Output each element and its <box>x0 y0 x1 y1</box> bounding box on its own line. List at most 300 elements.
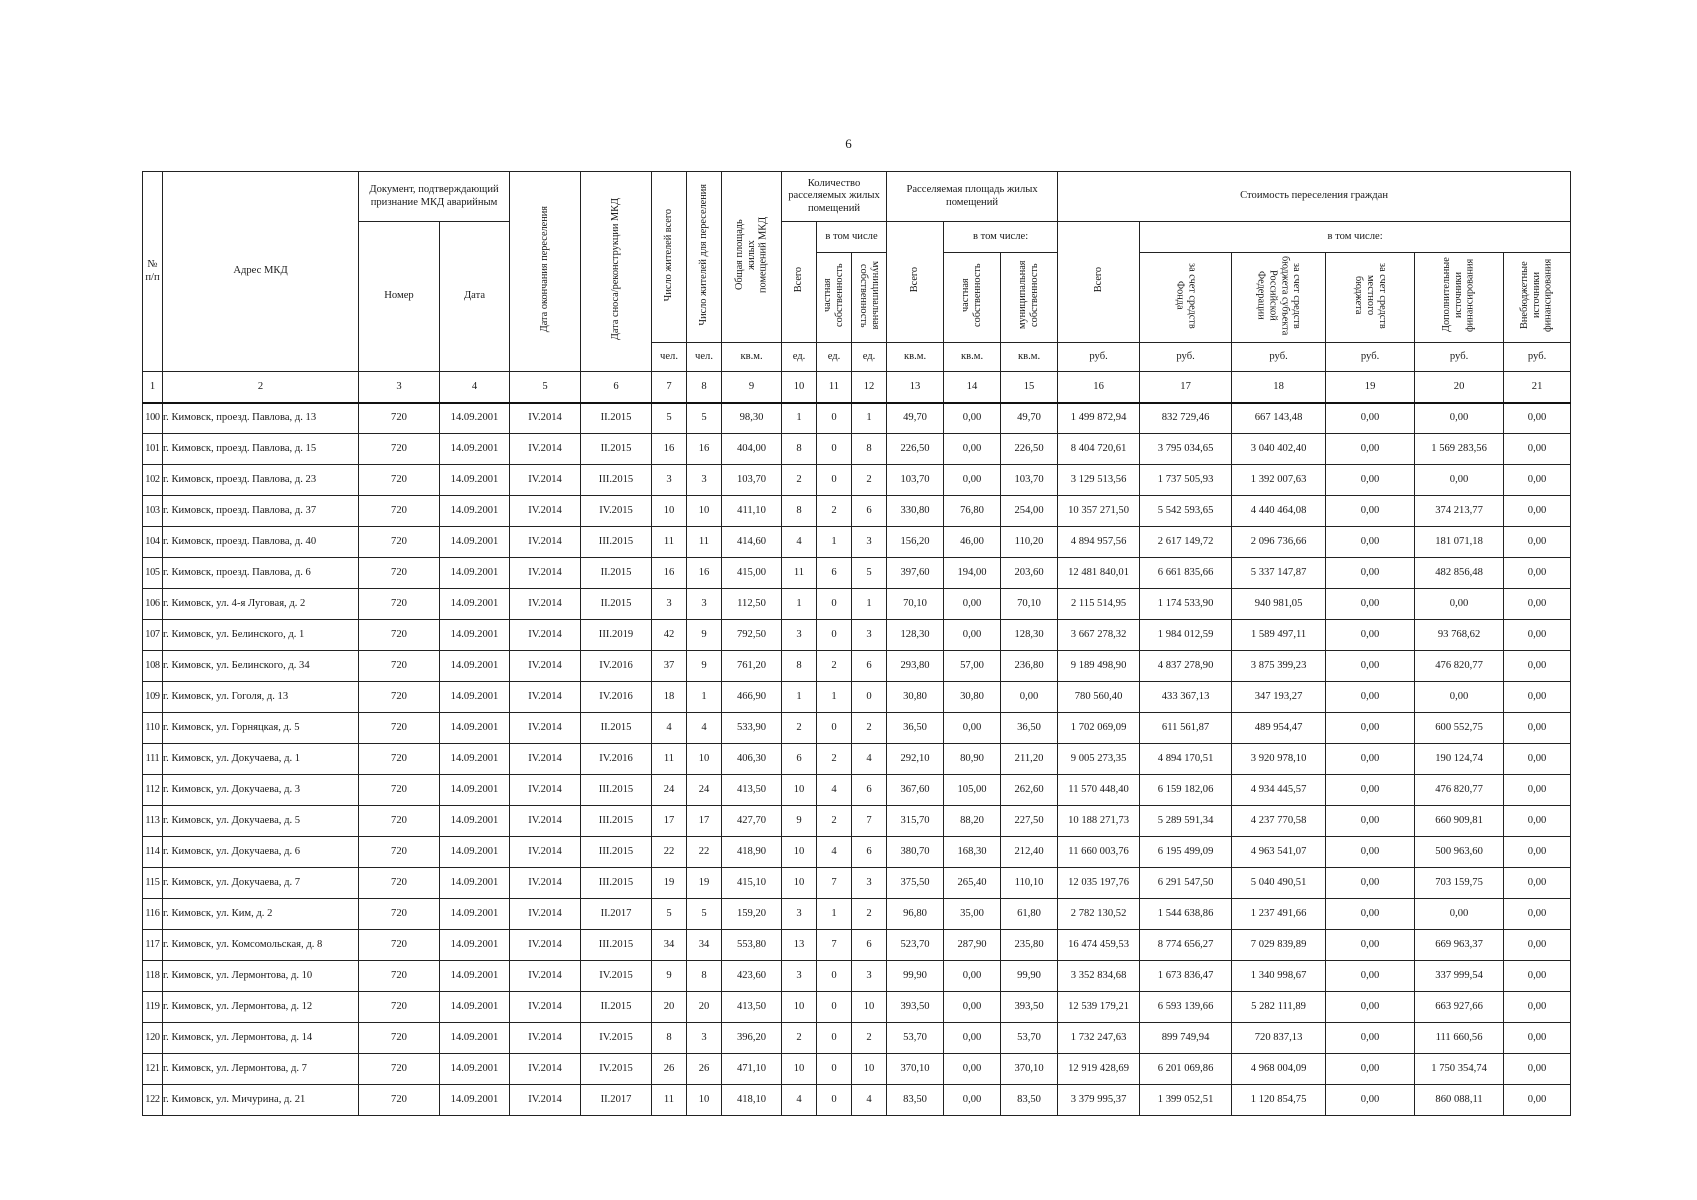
table-cell: 0,00 <box>1415 899 1504 930</box>
table-cell: 2 <box>817 744 852 775</box>
table-cell: 4 837 278,90 <box>1140 651 1232 682</box>
table-cell: IV.2014 <box>510 620 581 651</box>
table-cell: 42 <box>652 620 687 651</box>
table-cell: 26 <box>687 1054 722 1085</box>
table-cell: 24 <box>652 775 687 806</box>
table-cell: 3 <box>687 589 722 620</box>
column-number-cell: 16 <box>1058 372 1140 403</box>
table-cell: 413,50 <box>722 775 782 806</box>
table-cell: 367,60 <box>887 775 944 806</box>
table-cell: 14.09.2001 <box>440 806 510 837</box>
table-cell: 404,00 <box>722 434 782 465</box>
table-cell: 3 875 399,23 <box>1232 651 1326 682</box>
table-cell: 0,00 <box>944 434 1001 465</box>
table-cell: 5 <box>687 899 722 930</box>
table-cell: 411,10 <box>722 496 782 527</box>
table-cell: 418,10 <box>722 1085 782 1116</box>
table-cell: 0,00 <box>1504 744 1571 775</box>
table-cell: 780 560,40 <box>1058 682 1140 713</box>
table-cell: 98,30 <box>722 403 782 434</box>
table-cell: 720 <box>359 961 440 992</box>
table-cell: IV.2014 <box>510 527 581 558</box>
table-cell: 0,00 <box>1326 868 1415 899</box>
table-cell: 11 <box>652 527 687 558</box>
row-number-cell: 120 <box>143 1023 163 1054</box>
address-cell: г. Кимовск, проезд. Павлова, д. 15 <box>163 434 359 465</box>
table-cell: 489 954,47 <box>1232 713 1326 744</box>
table-row <box>143 930 1571 961</box>
table-cell: 14.09.2001 <box>440 651 510 682</box>
table-cell: 720 <box>359 1085 440 1116</box>
table-cell: 720 <box>359 620 440 651</box>
address-cell: г. Кимовск, проезд. Павлова, д. 23 <box>163 465 359 496</box>
table-cell: 14.09.2001 <box>440 713 510 744</box>
table-cell: 7 <box>852 806 887 837</box>
address-cell: г. Кимовск, ул. Докучаева, д. 1 <box>163 744 359 775</box>
table-cell: 235,80 <box>1001 930 1058 961</box>
table-cell: 414,60 <box>722 527 782 558</box>
table-cell: 0,00 <box>944 1054 1001 1085</box>
table-cell: 533,90 <box>722 713 782 744</box>
table-cell: 13 <box>782 930 817 961</box>
table-cell: 393,50 <box>887 992 944 1023</box>
table-cell: 0,00 <box>1504 403 1571 434</box>
table-row <box>143 434 1571 465</box>
table-cell: 1 <box>782 682 817 713</box>
table-cell: 7 029 839,89 <box>1232 930 1326 961</box>
table-cell: 181 071,18 <box>1415 527 1504 558</box>
table-cell: 14.09.2001 <box>440 589 510 620</box>
table-cell: 720 <box>359 558 440 589</box>
table-cell: 2 <box>852 899 887 930</box>
col-end-date-header: Дата окончания переселения <box>510 172 581 372</box>
table-cell: 9 005 273,35 <box>1058 744 1140 775</box>
address-cell: г. Кимовск, проезд. Павлова, д. 37 <box>163 496 359 527</box>
table-cell: 0,00 <box>1326 992 1415 1023</box>
table-cell: 720 <box>359 744 440 775</box>
table-cell: 34 <box>652 930 687 961</box>
table-cell: 370,10 <box>1001 1054 1058 1085</box>
table-cell: 0,00 <box>1326 434 1415 465</box>
table-cell: 128,30 <box>887 620 944 651</box>
table-cell: 2 <box>782 1023 817 1054</box>
table-cell: III.2015 <box>581 868 652 899</box>
table-cell: 482 856,48 <box>1415 558 1504 589</box>
table-cell: IV.2014 <box>510 868 581 899</box>
table-cell: IV.2014 <box>510 992 581 1023</box>
table-row <box>143 992 1571 1023</box>
table-cell: 10 <box>852 1054 887 1085</box>
row-number-cell: 113 <box>143 806 163 837</box>
table-cell: 2 <box>817 806 852 837</box>
table-row <box>143 1023 1571 1054</box>
table-body <box>143 403 1571 1116</box>
column-number-cell: 12 <box>852 372 887 403</box>
table-cell: 1 984 012,59 <box>1140 620 1232 651</box>
area-municipal-header: муниципальная собственность <box>1001 253 1058 343</box>
table-cell: 0,00 <box>944 403 1001 434</box>
address-cell: г. Кимовск, ул. Лермонтова, д. 10 <box>163 961 359 992</box>
table-cell: 0,00 <box>1504 496 1571 527</box>
column-number-cell: 20 <box>1415 372 1504 403</box>
table-cell: 5 040 490,51 <box>1232 868 1326 899</box>
table-cell: 83,50 <box>887 1085 944 1116</box>
table-cell: 1 <box>782 403 817 434</box>
table-cell: 8 <box>652 1023 687 1054</box>
table-cell: 34 <box>687 930 722 961</box>
table-cell: 427,70 <box>722 806 782 837</box>
row-number-cell: 119 <box>143 992 163 1023</box>
table-row <box>143 620 1571 651</box>
area-group-header: Расселяемая площадь жилых помещений <box>887 172 1058 222</box>
column-number-cell: 9 <box>722 372 782 403</box>
table-cell: 720 <box>359 682 440 713</box>
table-cell: 0,00 <box>1326 930 1415 961</box>
table-cell: 36,50 <box>1001 713 1058 744</box>
table-cell: 0,00 <box>1504 589 1571 620</box>
table-cell: 14.09.2001 <box>440 1023 510 1054</box>
table-cell: 471,10 <box>722 1054 782 1085</box>
cost-local-header: за счет средств местного бюджета <box>1326 253 1415 343</box>
table-row <box>143 1085 1571 1116</box>
table-cell: 2 115 514,95 <box>1058 589 1140 620</box>
table-cell: 14.09.2001 <box>440 403 510 434</box>
row-number-cell: 111 <box>143 744 163 775</box>
cost-fund-header: за счет средств Фонда <box>1140 253 1232 343</box>
table-cell: 2 <box>782 465 817 496</box>
row-number-cell: 103 <box>143 496 163 527</box>
table-cell: 3 <box>852 868 887 899</box>
table-cell: 103,70 <box>1001 465 1058 496</box>
table-cell: 370,10 <box>887 1054 944 1085</box>
table-cell: 6 159 182,06 <box>1140 775 1232 806</box>
unit-cell: руб. <box>1504 343 1571 372</box>
table-cell: 12 481 840,01 <box>1058 558 1140 589</box>
table-cell: 374 213,77 <box>1415 496 1504 527</box>
table-cell: 0,00 <box>1504 806 1571 837</box>
table-cell: 61,80 <box>1001 899 1058 930</box>
unit-cell: чел. <box>652 343 687 372</box>
row-number-cell: 102 <box>143 465 163 496</box>
table-cell: 4 <box>817 837 852 868</box>
table-cell: 7 <box>817 868 852 899</box>
table-cell: 0,00 <box>1504 930 1571 961</box>
table-cell: 14.09.2001 <box>440 434 510 465</box>
table-cell: 0,00 <box>1415 465 1504 496</box>
table-row <box>143 899 1571 930</box>
table-cell: 110,10 <box>1001 868 1058 899</box>
table-cell: 1 750 354,74 <box>1415 1054 1504 1085</box>
table-cell: 10 <box>852 992 887 1023</box>
table-cell: 0,00 <box>1504 620 1571 651</box>
table-cell: 3 379 995,37 <box>1058 1085 1140 1116</box>
table-cell: 14.09.2001 <box>440 961 510 992</box>
table-cell: IV.2015 <box>581 961 652 992</box>
table-cell: 720 <box>359 434 440 465</box>
column-number-cell: 17 <box>1140 372 1232 403</box>
table-cell: 663 927,66 <box>1415 992 1504 1023</box>
column-number-cell: 13 <box>887 372 944 403</box>
table-cell: 4 963 541,07 <box>1232 837 1326 868</box>
column-number-cell: 14 <box>944 372 1001 403</box>
table-cell: 46,00 <box>944 527 1001 558</box>
table-cell: 211,20 <box>1001 744 1058 775</box>
table-cell: 0,00 <box>1326 527 1415 558</box>
table-cell: IV.2014 <box>510 713 581 744</box>
table-cell: 14.09.2001 <box>440 868 510 899</box>
table-cell: 14.09.2001 <box>440 527 510 558</box>
table-cell: 26 <box>652 1054 687 1085</box>
table-cell: 832 729,46 <box>1140 403 1232 434</box>
table-cell: 0,00 <box>944 1023 1001 1054</box>
table-cell: 14.09.2001 <box>440 744 510 775</box>
table-cell: 720 <box>359 930 440 961</box>
address-cell: г. Кимовск, ул. Лермонтова, д. 7 <box>163 1054 359 1085</box>
table-cell: 3 129 513,56 <box>1058 465 1140 496</box>
table-cell: 1 120 854,75 <box>1232 1085 1326 1116</box>
table-cell: IV.2014 <box>510 930 581 961</box>
col-total-area-header: Общая площадь жилых помещений МКД <box>722 172 782 343</box>
table-cell: 2 <box>817 496 852 527</box>
table-cell: 212,40 <box>1001 837 1058 868</box>
table-cell: IV.2014 <box>510 403 581 434</box>
table-cell: 0,00 <box>1504 1054 1571 1085</box>
table-cell: 1 340 998,67 <box>1232 961 1326 992</box>
table-cell: IV.2014 <box>510 806 581 837</box>
table-cell: 0 <box>817 1054 852 1085</box>
table-cell: 3 <box>782 899 817 930</box>
table-cell: 0,00 <box>1415 403 1504 434</box>
table-cell: 347 193,27 <box>1232 682 1326 713</box>
table-cell: 4 934 445,57 <box>1232 775 1326 806</box>
table-cell: 1 <box>852 589 887 620</box>
table-cell: 2 <box>817 651 852 682</box>
col-demolition-header: Дата сноса/реконструкции МКД <box>581 172 652 372</box>
table-cell: 93 768,62 <box>1415 620 1504 651</box>
table-cell: 99,90 <box>887 961 944 992</box>
table-row <box>143 403 1571 434</box>
col-address-header: Адрес МКД <box>163 172 359 372</box>
table-cell: 720 <box>359 465 440 496</box>
table-cell: 14.09.2001 <box>440 775 510 806</box>
table-cell: 83,50 <box>1001 1085 1058 1116</box>
table-cell: 0,00 <box>1001 682 1058 713</box>
table-cell: 14.09.2001 <box>440 992 510 1023</box>
table-cell: 111 660,56 <box>1415 1023 1504 1054</box>
table-cell: 0,00 <box>1504 1023 1571 1054</box>
table-cell: 1 174 533,90 <box>1140 589 1232 620</box>
table-cell: 720 <box>359 806 440 837</box>
table-cell: 0,00 <box>1326 806 1415 837</box>
table-cell: 1 702 069,09 <box>1058 713 1140 744</box>
table-cell: 1 673 836,47 <box>1140 961 1232 992</box>
table-cell: 553,80 <box>722 930 782 961</box>
row-number-cell: 109 <box>143 682 163 713</box>
table-cell: 0,00 <box>1326 775 1415 806</box>
table-cell: 17 <box>687 806 722 837</box>
table-cell: 1 <box>817 682 852 713</box>
table-cell: 10 <box>782 837 817 868</box>
area-private-header: частная собственность <box>944 253 1001 343</box>
table-cell: 0,00 <box>944 589 1001 620</box>
unit-cell: чел. <box>687 343 722 372</box>
table-cell: 5 <box>687 403 722 434</box>
table-cell: 380,70 <box>887 837 944 868</box>
table-cell: 4 <box>687 713 722 744</box>
table-cell: 0 <box>817 961 852 992</box>
unit-cell: ед. <box>817 343 852 372</box>
table-cell: 14.09.2001 <box>440 837 510 868</box>
table-cell: 76,80 <box>944 496 1001 527</box>
column-number-cell: 2 <box>163 372 359 403</box>
table-cell: 8 <box>782 651 817 682</box>
address-cell: г. Кимовск, проезд. Павлова, д. 40 <box>163 527 359 558</box>
table-cell: 5 <box>652 403 687 434</box>
row-number-cell: 104 <box>143 527 163 558</box>
table-cell: II.2017 <box>581 899 652 930</box>
table-cell: IV.2016 <box>581 651 652 682</box>
table-cell: 1 589 497,11 <box>1232 620 1326 651</box>
table-cell: 0,00 <box>1326 744 1415 775</box>
table-cell: 9 <box>687 620 722 651</box>
table-cell: 6 593 139,66 <box>1140 992 1232 1023</box>
table-cell: 6 661 835,66 <box>1140 558 1232 589</box>
table-cell: 2 096 736,66 <box>1232 527 1326 558</box>
table-cell: 476 820,77 <box>1415 775 1504 806</box>
address-cell: г. Кимовск, ул. Мичурина, д. 21 <box>163 1085 359 1116</box>
cost-offbudget-header: Внебюджетные источники финансирования <box>1504 253 1571 343</box>
table-cell: 523,70 <box>887 930 944 961</box>
row-number-cell: 110 <box>143 713 163 744</box>
table-cell: 10 <box>782 1054 817 1085</box>
table-cell: 14.09.2001 <box>440 1054 510 1085</box>
table-cell: 16 <box>652 434 687 465</box>
table-cell: 70,10 <box>1001 589 1058 620</box>
table-cell: III.2015 <box>581 527 652 558</box>
unit-cell: руб. <box>1058 343 1140 372</box>
table-cell: 4 <box>652 713 687 744</box>
table-cell: 80,90 <box>944 744 1001 775</box>
qty-total-header: Всего <box>782 222 817 343</box>
cost-incl-header: в том числе: <box>1140 222 1571 253</box>
table-cell: 14.09.2001 <box>440 496 510 527</box>
table-cell: 16 <box>687 558 722 589</box>
table-row <box>143 651 1571 682</box>
table-cell: 14.09.2001 <box>440 620 510 651</box>
table-cell: 10 <box>652 496 687 527</box>
table-cell: 226,50 <box>887 434 944 465</box>
row-number-cell: 101 <box>143 434 163 465</box>
table-cell: 6 291 547,50 <box>1140 868 1232 899</box>
table-cell: 16 <box>687 434 722 465</box>
table-cell: 2 782 130,52 <box>1058 899 1140 930</box>
table-cell: 0,00 <box>1326 620 1415 651</box>
table-cell: 190 124,74 <box>1415 744 1504 775</box>
table-cell: 11 <box>687 527 722 558</box>
table-cell: 57,00 <box>944 651 1001 682</box>
row-number-cell: 106 <box>143 589 163 620</box>
table-cell: 10 <box>782 775 817 806</box>
table-cell: 4 440 464,08 <box>1232 496 1326 527</box>
table-cell: 0,00 <box>1326 558 1415 589</box>
table-cell: 0,00 <box>944 713 1001 744</box>
table-cell: 703 159,75 <box>1415 868 1504 899</box>
table-cell: IV.2014 <box>510 744 581 775</box>
table-cell: 14.09.2001 <box>440 1085 510 1116</box>
table-cell: 12 919 428,69 <box>1058 1054 1140 1085</box>
doc-group-header: Документ, подтверждающий признание МКД аварийным <box>359 172 510 222</box>
table-cell: 3 795 034,65 <box>1140 434 1232 465</box>
table-cell: 415,10 <box>722 868 782 899</box>
table-cell: IV.2015 <box>581 496 652 527</box>
table-cell: 14.09.2001 <box>440 465 510 496</box>
table-cell: III.2015 <box>581 465 652 496</box>
table-cell: 393,50 <box>1001 992 1058 1023</box>
column-number-cell: 18 <box>1232 372 1326 403</box>
table-cell: 3 <box>652 465 687 496</box>
table-cell: 35,00 <box>944 899 1001 930</box>
table-cell: 3 <box>782 961 817 992</box>
table-cell: 3 <box>852 527 887 558</box>
table-cell: 720 <box>359 868 440 899</box>
qty-private-header: частная собственность <box>817 253 852 343</box>
table-cell: 1 544 638,86 <box>1140 899 1232 930</box>
table-cell: 611 561,87 <box>1140 713 1232 744</box>
table-cell: 0 <box>817 403 852 434</box>
table-cell: 1 392 007,63 <box>1232 465 1326 496</box>
table-row <box>143 775 1571 806</box>
table-cell: 5 542 593,65 <box>1140 496 1232 527</box>
table-cell: 720 <box>359 899 440 930</box>
column-number-cell: 19 <box>1326 372 1415 403</box>
table-cell: 37 <box>652 651 687 682</box>
row-number-cell: 117 <box>143 930 163 961</box>
table-cell: 0,00 <box>1504 682 1571 713</box>
table-cell: IV.2014 <box>510 682 581 713</box>
table-cell: 14.09.2001 <box>440 558 510 589</box>
table-cell: IV.2014 <box>510 558 581 589</box>
table-cell: 0,00 <box>1326 496 1415 527</box>
table-cell: 30,80 <box>887 682 944 713</box>
table-cell: 423,60 <box>722 961 782 992</box>
column-number-cell: 3 <box>359 372 440 403</box>
table-cell: IV.2016 <box>581 682 652 713</box>
table-row <box>143 961 1571 992</box>
row-number-cell: 105 <box>143 558 163 589</box>
table-cell: II.2015 <box>581 403 652 434</box>
table-cell: 0 <box>817 992 852 1023</box>
table-row <box>143 868 1571 899</box>
table-cell: 418,90 <box>722 837 782 868</box>
table-cell: 4 894 170,51 <box>1140 744 1232 775</box>
table-cell: 500 963,60 <box>1415 837 1504 868</box>
table-cell: 6 <box>852 651 887 682</box>
unit-cell: кв.м. <box>1001 343 1058 372</box>
table-cell: 293,80 <box>887 651 944 682</box>
table-cell: 159,20 <box>722 899 782 930</box>
table-cell: 667 143,48 <box>1232 403 1326 434</box>
row-number-cell: 116 <box>143 899 163 930</box>
table-cell: 0,00 <box>1326 837 1415 868</box>
table-cell: 12 539 179,21 <box>1058 992 1140 1023</box>
col-residents-total-header: Число жителей всего <box>652 172 687 343</box>
table-cell: 22 <box>652 837 687 868</box>
table-cell: IV.2016 <box>581 744 652 775</box>
table-cell: 899 749,94 <box>1140 1023 1232 1054</box>
table-cell: 10 <box>782 868 817 899</box>
table-cell: 24 <box>687 775 722 806</box>
table-cell: 0,00 <box>944 961 1001 992</box>
